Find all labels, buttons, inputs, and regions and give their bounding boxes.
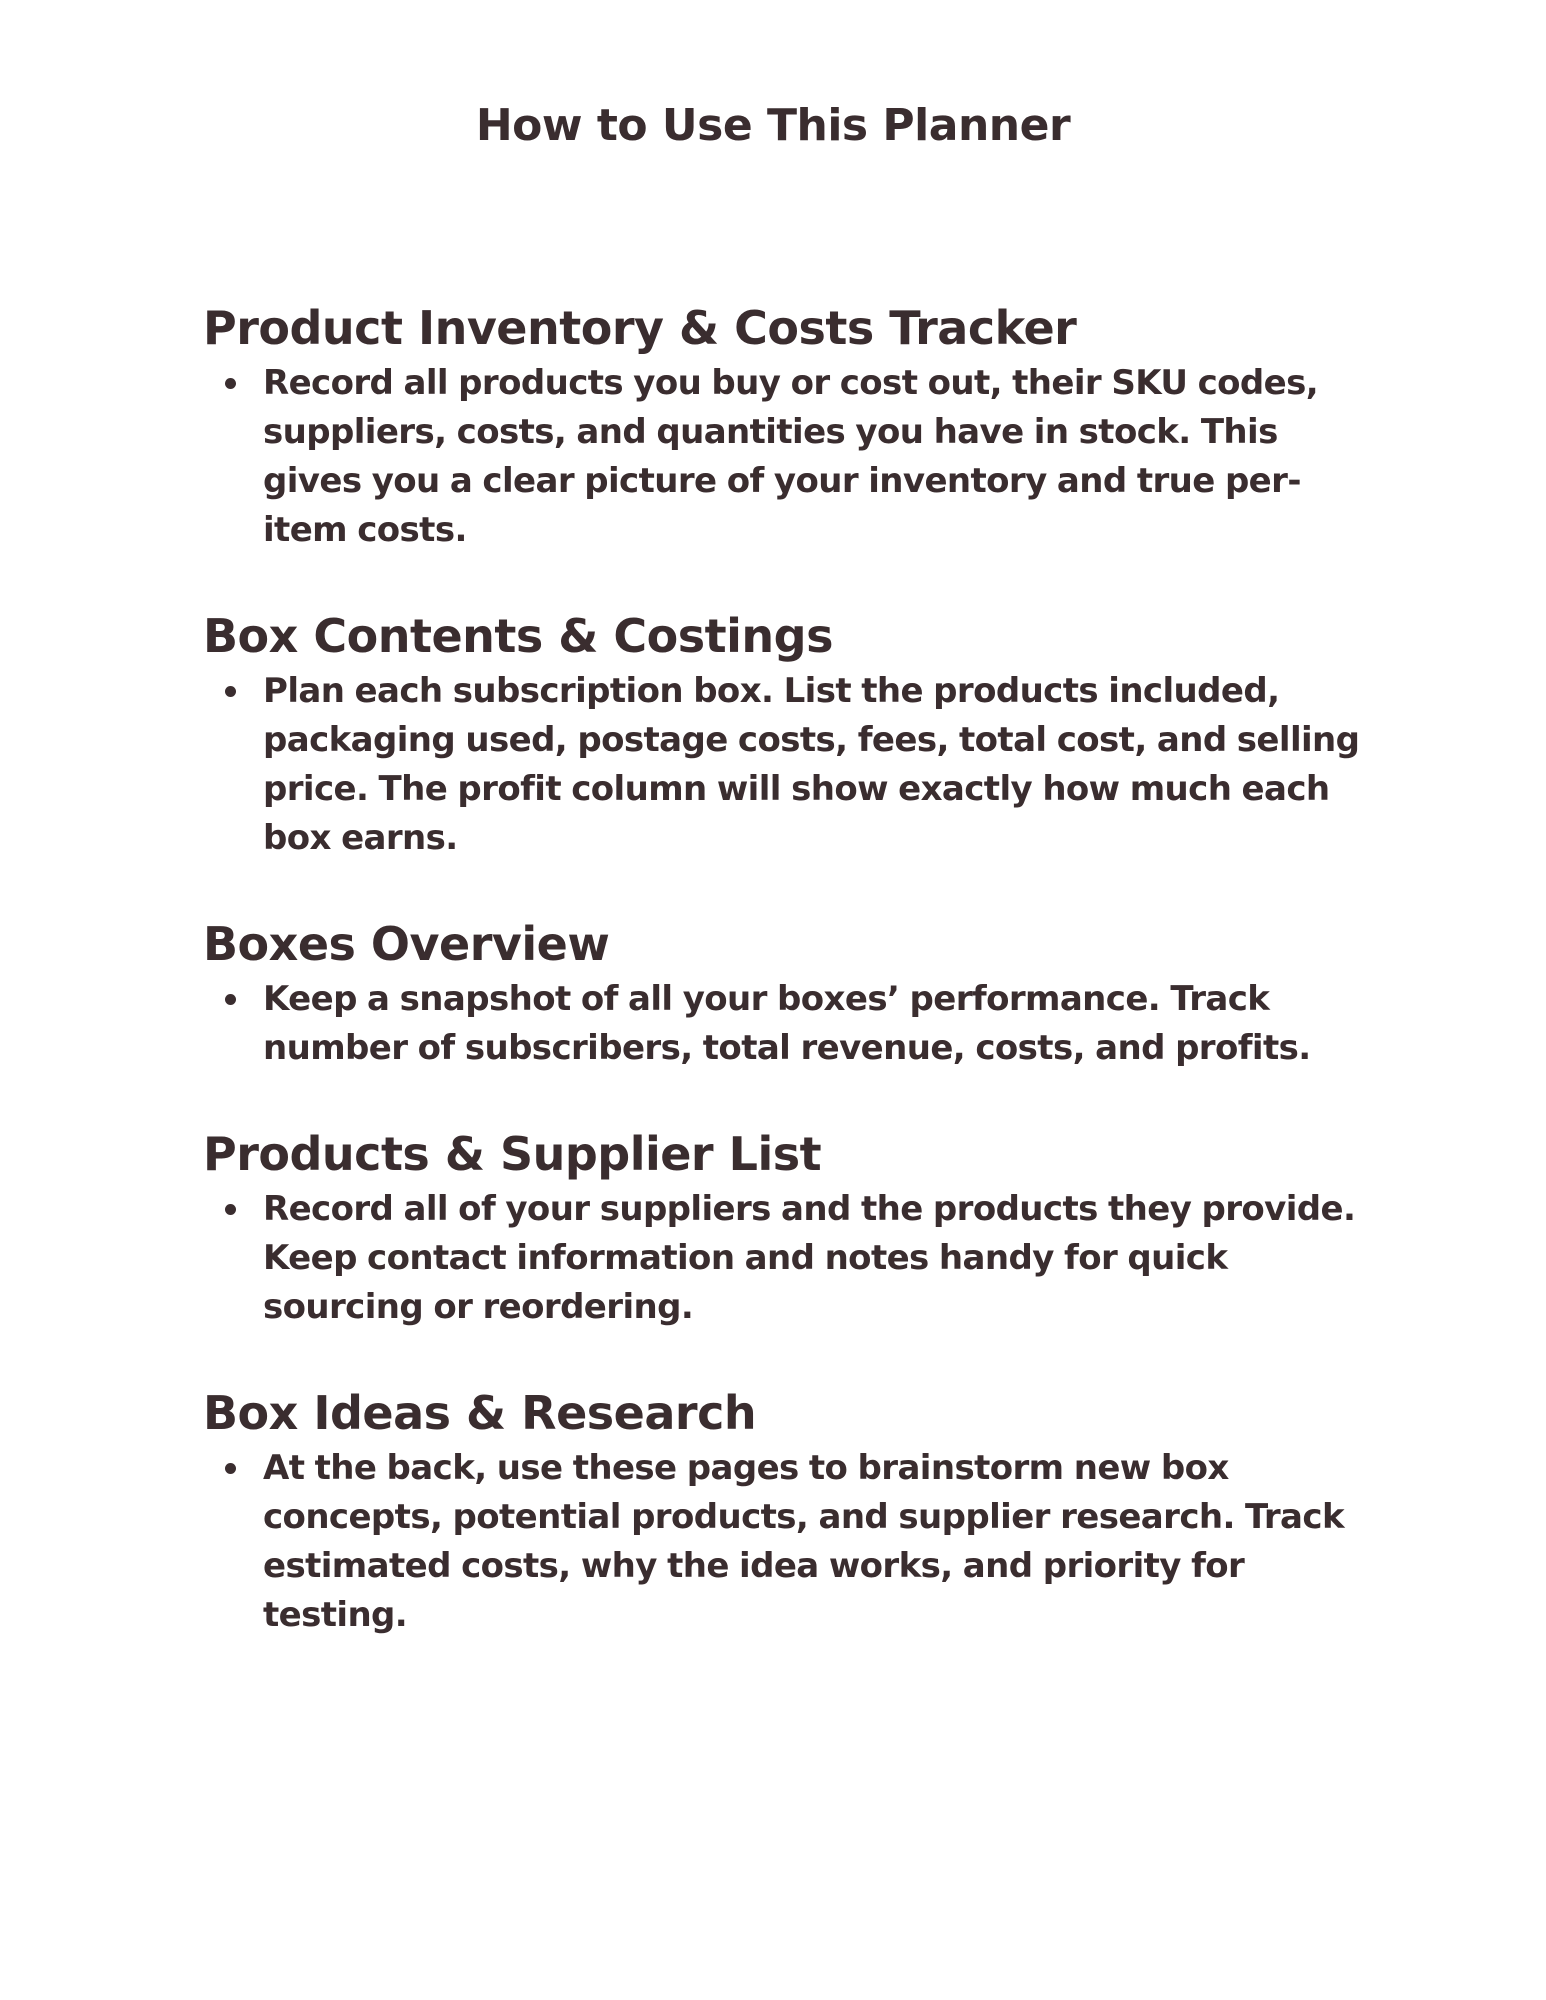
bullet-list xyxy=(203,975,1363,1073)
bullet-text: At the back, use these pages to brainstorm new box concepts, potential products, and supplier research. Track estimated costs, why the idea works, and priority for testing. xyxy=(263,1448,1344,1635)
instructions-list xyxy=(203,297,1363,1640)
bullet-dot-icon xyxy=(225,686,236,697)
bullet-text: Plan each subscription box. List the products included, packaging used, postage costs, fees, total cost, and selling price. The profit column will show exactly how much each box earns. xyxy=(263,671,1360,858)
bullet-list xyxy=(203,359,1363,555)
bullet-text: Record all of your suppliers and the products they provide. Keep contact information and notes handy for quick sourcing or reordering. xyxy=(263,1189,1356,1327)
section-box-contents xyxy=(203,605,1363,863)
bullet-item xyxy=(263,667,1363,863)
section-box-ideas xyxy=(203,1382,1363,1640)
section-boxes-overview xyxy=(203,913,1363,1073)
bullet-item xyxy=(263,975,1363,1073)
page-title: How to Use This Planner xyxy=(475,100,1071,151)
bullet-list xyxy=(203,1185,1363,1332)
section-heading: Products & Supplier List xyxy=(203,1127,822,1181)
bullet-dot-icon xyxy=(225,1463,236,1474)
bullet-text: Record all products you buy or cost out, their SKU codes, suppliers, costs, and quantities you have in stock. This gives you a clear picture of your inventory and true per-item costs. xyxy=(263,363,1319,550)
section-heading: Box Contents & Costings xyxy=(203,609,833,663)
bullet-list xyxy=(203,1444,1363,1640)
bullet-text: Keep a snapshot of all your boxes’ performance. Track number of subscribers, total revenue, costs, and profits. xyxy=(263,979,1311,1068)
section-product-inventory xyxy=(203,297,1363,555)
bullet-dot-icon xyxy=(225,994,236,1005)
section-heading: Product Inventory & Costs Tracker xyxy=(203,301,1077,355)
bullet-dot-icon xyxy=(225,378,236,389)
section-heading: Box Ideas & Research xyxy=(203,1386,757,1440)
section-products-supplier xyxy=(203,1123,1363,1332)
bullet-item xyxy=(263,359,1363,555)
bullet-dot-icon xyxy=(225,1204,236,1215)
bullet-list xyxy=(203,667,1363,863)
bullet-item xyxy=(263,1444,1363,1640)
section-heading: Boxes Overview xyxy=(203,917,610,971)
bullet-item xyxy=(263,1185,1363,1332)
